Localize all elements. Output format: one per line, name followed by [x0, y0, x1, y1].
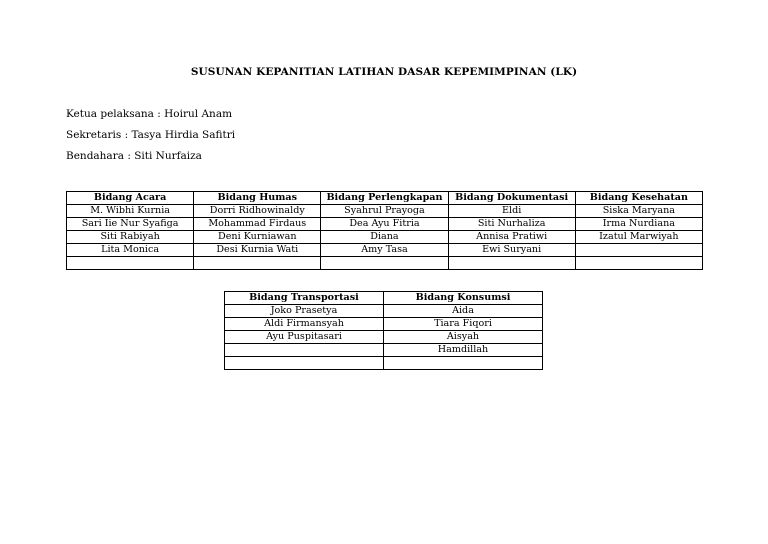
header-bidang-humas: Bidang Humas [194, 192, 321, 205]
header-bidang-konsumsi: Bidang Konsumsi [384, 292, 543, 305]
table-cell: Izatul Marwiyah [575, 231, 702, 244]
table-cell [225, 344, 384, 357]
table-row [67, 231, 703, 244]
table-cell: Aida [384, 305, 543, 318]
table-cell: Siska Maryana [575, 205, 702, 218]
table-cell [575, 257, 702, 270]
table-cell: Irma Nurdiana [575, 218, 702, 231]
header-bidang-transportasi: Bidang Transportasi [225, 292, 384, 305]
table-header-row [67, 192, 703, 205]
table-cell [194, 257, 321, 270]
header-bidang-acara: Bidang Acara [67, 192, 194, 205]
table-header-row [225, 292, 543, 305]
table-cell: Annisa Pratiwi [448, 231, 575, 244]
table-cell: Mohammad Firdaus [194, 218, 321, 231]
table-row [225, 344, 543, 357]
sekretaris-line: Sekretaris : Tasya Hirdia Safitri [66, 129, 236, 141]
table-cell: Eldi [448, 205, 575, 218]
table-cell: Sari Iie Nur Syafiga [67, 218, 194, 231]
table-row [67, 205, 703, 218]
table-cell: Siti Nurhaliza [448, 218, 575, 231]
table-row [67, 218, 703, 231]
table-cell: Ayu Puspitasari [225, 331, 384, 344]
table-cell: M. Wibhi Kurnia [67, 205, 194, 218]
table-row [67, 244, 703, 257]
table-row [67, 257, 703, 270]
table-cell [575, 244, 702, 257]
table-cell: Ewi Suryani [448, 244, 575, 257]
table-cell [225, 357, 384, 370]
table-cell: Desi Kurnia Wati [194, 244, 321, 257]
table-cell: Lita Monica [67, 244, 194, 257]
table-cell: Hamdillah [384, 344, 543, 357]
table-row [225, 331, 543, 344]
table-cell [67, 257, 194, 270]
ketua-pelaksana-line: Ketua pelaksana : Hoirul Anam [66, 108, 233, 120]
committee-table-main [66, 191, 703, 270]
header-bidang-dokumentasi: Bidang Dokumentasi [448, 192, 575, 205]
table-row [225, 357, 543, 370]
table-cell: Diana [321, 231, 448, 244]
table-cell [384, 357, 543, 370]
table-cell: Aisyah [384, 331, 543, 344]
header-bidang-perlengkapan: Bidang Perlengkapan [321, 192, 448, 205]
table-cell: Syahrul Prayoga [321, 205, 448, 218]
table-cell: Deni Kurniawan [194, 231, 321, 244]
table-row [225, 305, 543, 318]
table-row [225, 318, 543, 331]
committee-table-secondary [224, 291, 543, 370]
table-cell: Joko Prasetya [225, 305, 384, 318]
table-cell: Siti Rabiyah [67, 231, 194, 244]
table-cell [448, 257, 575, 270]
table-cell: Dorri Ridhowinaldy [194, 205, 321, 218]
table-cell: Tiara Fiqori [384, 318, 543, 331]
table-cell [321, 257, 448, 270]
bendahara-line: Bendahara : Siti Nurfaiza [66, 150, 202, 162]
table-cell: Aldi Firmansyah [225, 318, 384, 331]
table-cell: Amy Tasa [321, 244, 448, 257]
table-cell: Dea Ayu Fitria [321, 218, 448, 231]
page-title: SUSUNAN KEPANITIAN LATIHAN DASAR KEPEMIMPINAN (LK) [190, 66, 578, 78]
header-bidang-kesehatan: Bidang Kesehatan [575, 192, 702, 205]
